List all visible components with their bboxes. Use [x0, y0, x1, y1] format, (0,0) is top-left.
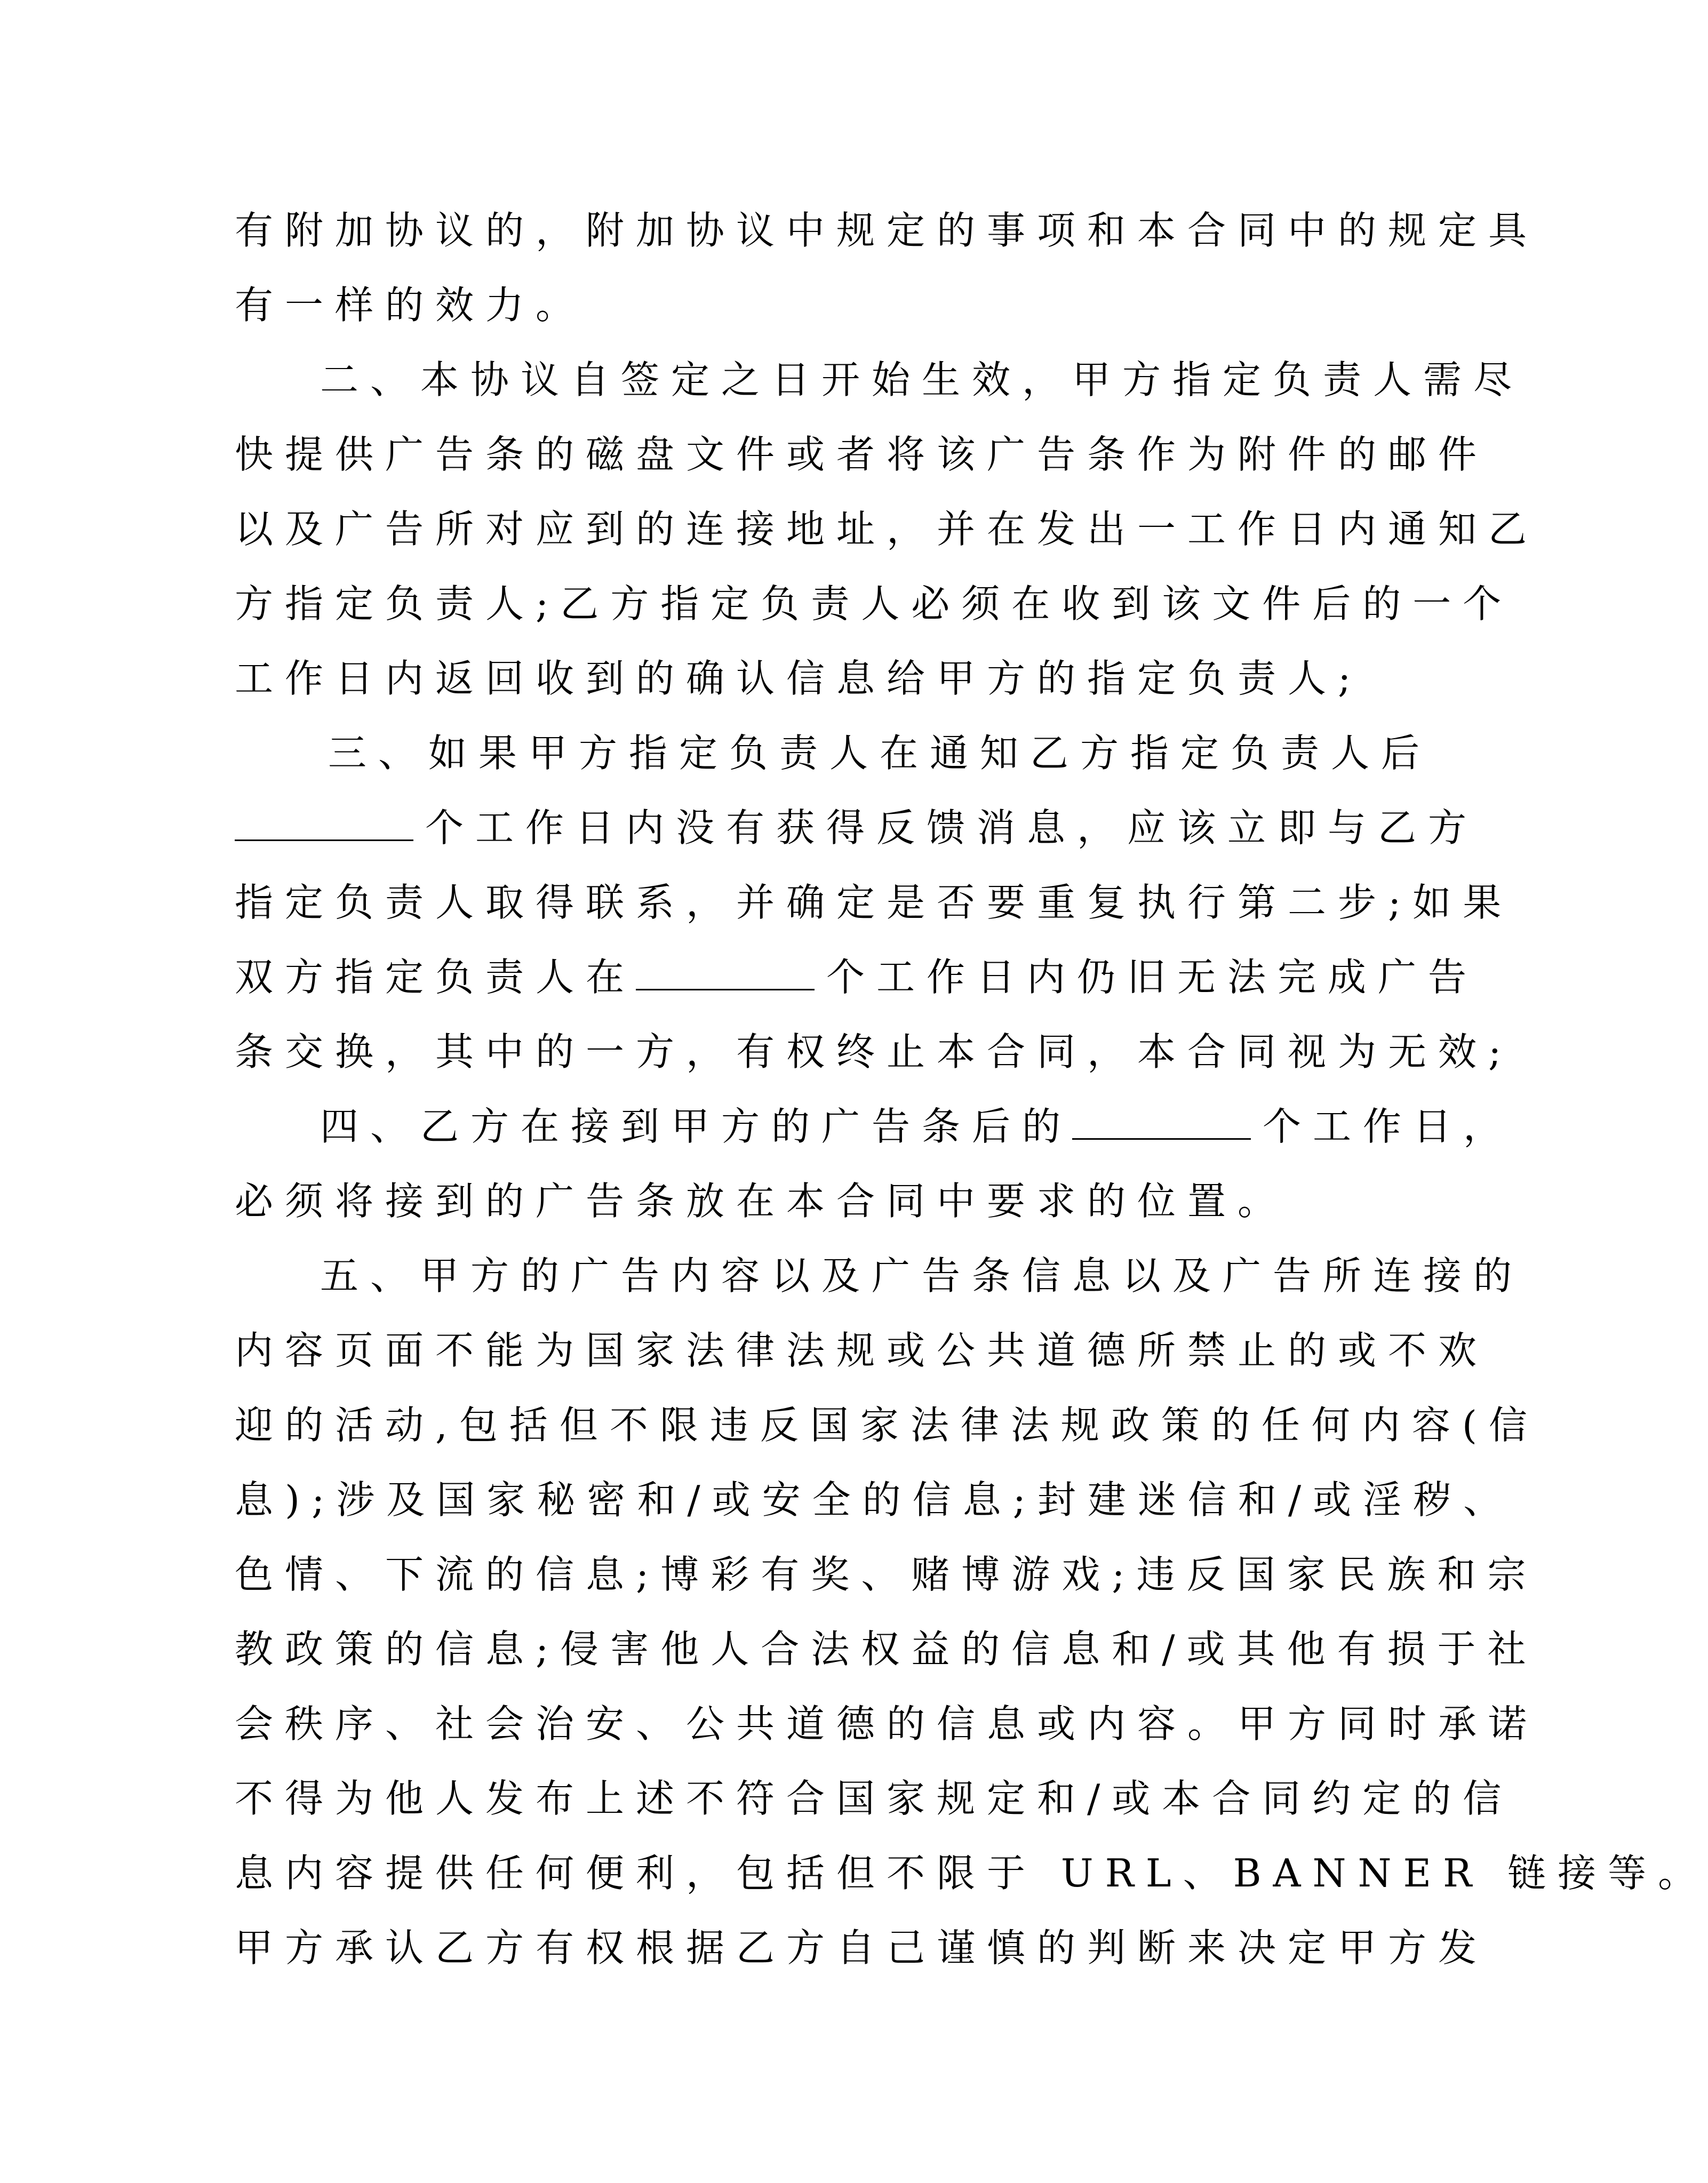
fill-in-blank[interactable]	[235, 807, 413, 841]
text-line: 会秩序、社会治安、公共道德的信息或内容。甲方同时承诺	[235, 1701, 1539, 1746]
text-line: 内容页面不能为国家法律法规或公共道德所禁止的或不欢	[235, 1328, 1489, 1373]
text-line: 迎的活动,包括但不限违反国家法律法规政策的任何内容(信	[235, 1403, 1539, 1448]
line-text-before: 双方指定负责人在	[235, 955, 636, 999]
line-text-after: 个工作日，	[1263, 1104, 1514, 1149]
line-text-after: 个工作日内仍旧无法完成广告	[826, 955, 1479, 999]
text-line: 息内容提供任何便利，包括但不限于 URL、BANNER 链接等。	[235, 1851, 1708, 1896]
text-line-with-blank	[235, 788, 1479, 868]
text-line: 方指定负责人;乙方指定负责人必须在收到该文件后的一个	[235, 581, 1513, 626]
text-line: 工作日内返回收到的确认信息给甲方的指定负责人;	[235, 656, 1363, 701]
text-line: 指定负责人取得联系，并确定是否要重复执行第二步;如果	[235, 880, 1513, 925]
text-line: 快提供广告条的磁盘文件或者将该广告条作为附件的邮件	[235, 432, 1489, 477]
text-line: 必须将接到的广告条放在本合同中要求的位置。	[235, 1179, 1288, 1224]
text-line: 色情、下流的信息;博彩有奖、赌博游戏;违反国家民族和宗	[235, 1552, 1538, 1597]
fill-in-blank[interactable]	[1072, 1106, 1251, 1140]
clause-5-heading-line: 五、甲方的广告内容以及广告条信息以及广告所连接的	[320, 1253, 1524, 1298]
line-text-before: 四、乙方在接到甲方的广告条后的	[320, 1104, 1073, 1149]
text-line: 有附加协议的，附加协议中规定的事项和本合同中的规定具	[235, 208, 1539, 253]
text-line: 不得为他人发布上述不符合国家规定和/或本合同约定的信	[235, 1776, 1513, 1821]
text-line: 条交换，其中的一方，有权终止本合同，本合同视为无效;	[235, 1029, 1513, 1074]
text-line: 教政策的信息;侵害他人合法权益的信息和/或其他有损于社	[235, 1627, 1538, 1672]
clause-3-heading-line: 三、如果甲方指定负责人在通知乙方指定负责人后	[328, 731, 1432, 775]
clause-2-heading-line: 二、本协议自签定之日开始生效，甲方指定负责人需尽	[320, 357, 1524, 402]
text-line: 以及广告所对应到的连接地址，并在发出一工作日内通知乙	[235, 507, 1539, 551]
text-line: 甲方承认乙方有权根据乙方自己谨慎的判断来决定甲方发	[235, 1925, 1489, 1970]
text-line: 息);涉及国家秘密和/或安全的信息;封建迷信和/或淫秽、	[235, 1477, 1514, 1522]
fill-in-blank[interactable]	[636, 957, 815, 990]
line-text-after: 个工作日内没有获得反馈消息，应该立即与乙方	[425, 805, 1479, 850]
text-line-with-blank	[235, 937, 1479, 1017]
clause-4-heading-line	[320, 1086, 1514, 1166]
text-line: 有一样的效力。	[235, 283, 586, 327]
